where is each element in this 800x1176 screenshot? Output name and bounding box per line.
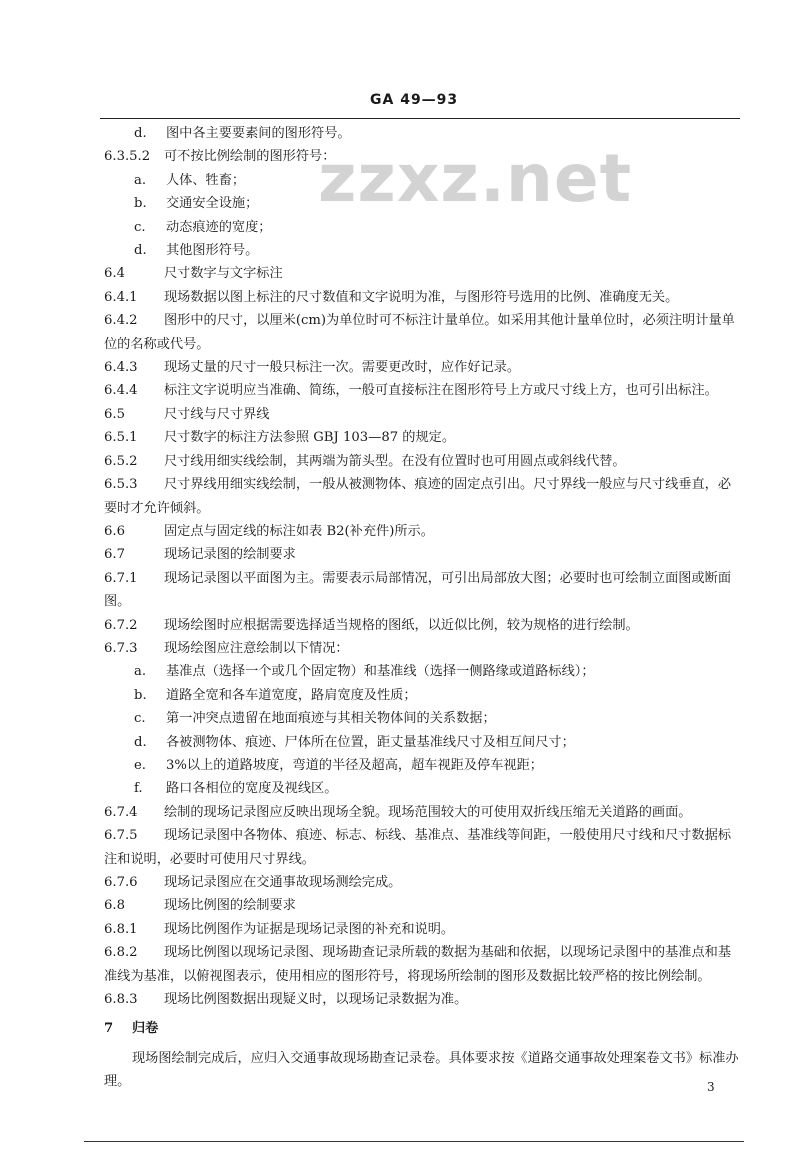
list-item-text: 人体、牲畜； — [166, 172, 246, 188]
clause — [104, 614, 744, 637]
clause — [104, 286, 744, 309]
clause — [104, 356, 744, 379]
list-marker: c. — [134, 711, 146, 727]
clause — [104, 309, 744, 356]
list-item — [104, 731, 744, 754]
clause-text: 标注文字说明应当准确、简练，一般可直接标注在图形符号上方或尺寸线上方，也可引出标注。 — [164, 383, 718, 399]
list-item — [104, 122, 744, 145]
clause — [104, 262, 744, 285]
clause-number: 6.7.2 — [104, 617, 138, 633]
clause-number: 6.8 — [104, 898, 125, 914]
clause-text: 现场记录图的绘制要求 — [164, 547, 296, 563]
clause-number: 6.7.5 — [104, 828, 138, 844]
list-item-text: 3%以上的道路坡度，弯道的半径及超高，超车视距及停车视距； — [166, 757, 543, 773]
list-marker: d. — [134, 734, 147, 750]
clause-number: 6.8.1 — [104, 921, 138, 937]
document-body — [104, 122, 744, 1094]
list-item-text: 路口各相位的宽度及视线区。 — [166, 781, 338, 797]
clause-number: 6.5.2 — [104, 453, 138, 469]
list-item-text: 其他图形符号。 — [166, 243, 259, 259]
list-item — [104, 707, 744, 730]
clause-number: 6.5 — [104, 406, 125, 422]
clause — [104, 403, 744, 426]
clause — [104, 450, 744, 473]
list-item-text: 基准点（选择一个或几个固定物）和基准线（选择一侧路缘或道路标线）； — [166, 664, 595, 680]
clause — [104, 520, 744, 543]
list-marker: f. — [134, 781, 143, 797]
clause — [104, 473, 744, 520]
list-item-text: 交通安全设施； — [166, 196, 259, 212]
clause-text: 现场比例图以现场记录图、现场勘查记录所载的数据为基础和依据，以现场记录图中的基准点和基准线为基准，以俯视图表示，使用相应的图形符号，将现场所绘制的图形及数据比较严格的按比例绘制。 — [104, 945, 732, 984]
chapter-heading — [104, 1017, 744, 1040]
clause-text: 尺寸界线用细实线绘制，一般从被测物体、痕迹的固定点引出。尺寸界线一般应与尺寸线垂直，必要时才允许倾斜。 — [104, 477, 732, 516]
clause-text: 现场绘图应注意绘制以下情况： — [164, 640, 349, 656]
clause-number: 6.3.5.2 — [104, 149, 151, 165]
clause — [104, 801, 744, 824]
list-item-text: 图中各主要要素间的图形符号。 — [166, 126, 351, 141]
list-marker: d. — [134, 243, 147, 259]
clause-number: 6.7.6 — [104, 875, 138, 890]
clause-text: 尺寸数字的标注方法参照 GBJ 103—87 的规定。 — [164, 430, 456, 446]
clause — [104, 426, 744, 449]
clause — [104, 379, 744, 402]
list-item — [104, 684, 744, 707]
clause-number: 6.8.2 — [104, 945, 138, 961]
page-header — [0, 84, 800, 114]
clause — [104, 894, 744, 917]
list-marker: b. — [134, 196, 147, 212]
list-item-text: 道路全宽和各车道宽度，路肩宽度及性质； — [166, 687, 417, 703]
list-item — [104, 239, 744, 262]
list-item-text: 动态痕迹的宽度； — [166, 219, 272, 235]
list-item — [104, 216, 744, 239]
clause-text: 现场比例图数据出现疑义时，以现场记录数据为准。 — [164, 992, 468, 1008]
clause-text: 现场数据以图上标注的尺寸数值和文字说明为准，与图形符号选用的比例、准确度无关。 — [164, 289, 679, 305]
clause-text: 现场丈量的尺寸一般只标注一次。需要更改时，应作好记录。 — [164, 360, 521, 376]
clause — [104, 543, 744, 566]
clause-text: 尺寸线用细实线绘制，其两端为箭头型。在没有位置时也可用圆点或斜线代替。 — [164, 453, 626, 469]
clause — [104, 637, 744, 660]
clause-number: 6.4 — [104, 266, 125, 282]
watermark: zzxz.net — [318, 140, 633, 217]
clause-text: 现场比例图的绘制要求 — [164, 898, 296, 914]
list-marker: b. — [134, 687, 147, 703]
clause — [104, 941, 744, 988]
clause-text: 现场记录图以平面图为主。需要表示局部情况，可引出局部放大图；必要时也可绘制立面图或断面图。 — [104, 570, 732, 610]
clause-number: 6.8.3 — [104, 992, 138, 1008]
list-marker: e. — [134, 757, 146, 773]
clause-number: 6.7.4 — [104, 804, 138, 820]
clause-number: 6.5.3 — [104, 477, 138, 493]
closing-paragraph: 现场图绘制完成后，应归入交通事故现场勘查记录卷。具体要求按《道路交通事故处理案卷文书》标准办理。 — [104, 1050, 739, 1090]
list-marker: a. — [134, 664, 147, 680]
clause-number: 6.4.4 — [104, 383, 138, 399]
clause-number: 6.7.1 — [104, 570, 138, 586]
clause-number: 6.4.3 — [104, 360, 138, 376]
list-marker: d. — [134, 126, 147, 141]
clause-number: 6.6 — [104, 523, 125, 539]
footer-rule — [84, 1141, 744, 1142]
clause-number: 6.4.2 — [104, 313, 138, 329]
clause-text: 尺寸数字与文字标注 — [164, 266, 283, 282]
clause-number: 6.5.1 — [104, 430, 138, 446]
clause — [104, 824, 744, 871]
clause-number: 6.7 — [104, 547, 125, 563]
chapter-number: 7 — [104, 1021, 114, 1037]
list-item-text: 第一冲突点遗留在地面痕迹与其相关物体间的关系数据； — [166, 711, 496, 727]
clause — [104, 567, 744, 614]
clause-number: 6.7.3 — [104, 640, 138, 656]
clause-text: 现场绘图时应根据需要选择适当规格的图纸，以近似比例，较为规格的进行绘制。 — [164, 617, 639, 633]
clause-text: 现场比例图作为证据是现场记录图的补充和说明。 — [164, 921, 455, 937]
clause-text: 图形中的尺寸，以厘米(cm)为单位时可不标注计量单位。如采用其他计量单位时，必须注明计量单位的名称或代号。 — [104, 313, 735, 352]
clause — [104, 988, 744, 1011]
clause-number: 6.4.1 — [104, 289, 138, 305]
clause-text: 现场记录图应在交通事故现场测绘完成。 — [164, 875, 402, 890]
list-item — [104, 169, 744, 192]
clause-text: 尺寸线与尺寸界线 — [164, 406, 270, 422]
list-marker: a. — [134, 172, 147, 188]
header-rule — [100, 118, 740, 119]
standard-code: GA 49—93 — [370, 92, 459, 108]
clause — [104, 871, 744, 894]
list-item — [104, 660, 744, 683]
clause — [104, 145, 744, 168]
clause-text: 固定点与固定线的标注如表 B2(补充件)所示。 — [164, 523, 434, 539]
list-item — [104, 754, 744, 777]
clause — [104, 918, 744, 941]
list-marker: c. — [134, 219, 146, 235]
list-item-text: 各被测物体、痕迹、尸体所在位置，距丈量基准线尺寸及相互间尺寸； — [166, 734, 575, 750]
clause-text: 可不按比例绘制的图形符号： — [164, 149, 336, 165]
chapter-title: 归卷 — [132, 1021, 159, 1037]
list-item — [104, 192, 744, 215]
clause-text: 绘制的现场记录图应反映出现场全貌。现场范围较大的可使用双折线压缩无关道路的画面。 — [164, 804, 692, 820]
list-item — [104, 777, 744, 800]
page-number: 3 — [707, 1080, 715, 1094]
clause-text: 现场记录图中各物体、痕迹、标志、标线、基准点、基准线等间距，一般使用尺寸线和尺寸数据标注和说明，必要时可使用尺寸界线。 — [104, 828, 732, 867]
